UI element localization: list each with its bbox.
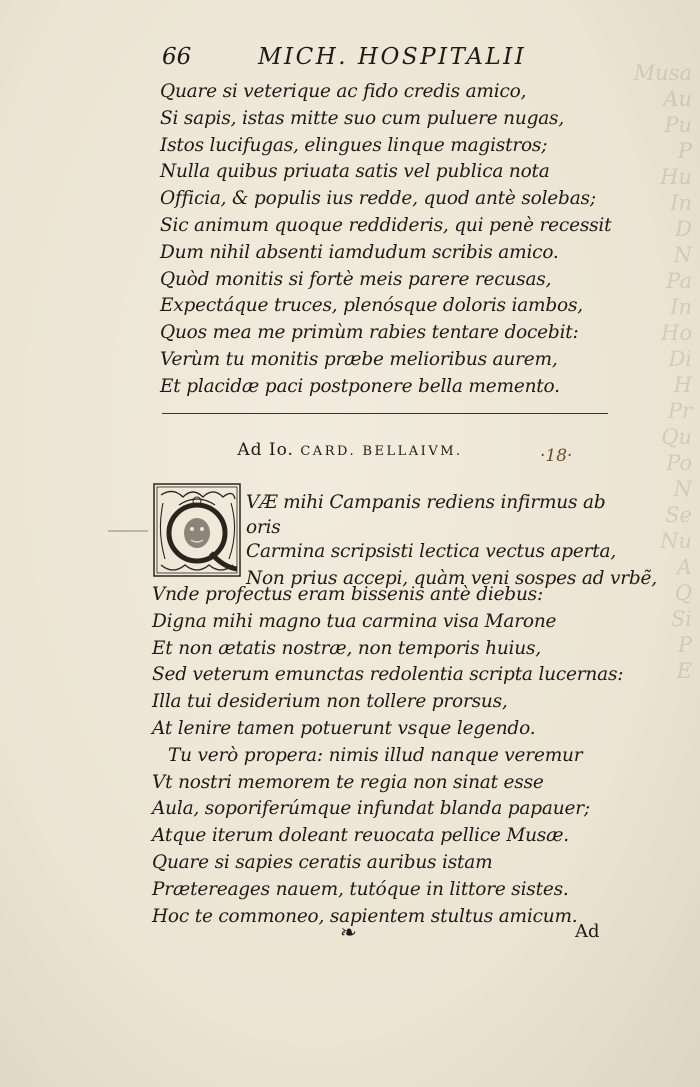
drop-cap-ornament-icon <box>153 483 241 577</box>
verse-line: Dum nihil absenti iamdudum scribis amico. <box>160 241 559 263</box>
bleed-through-text: Musa Au Pu P Hu In D N Pa In Ho Di H Pr Qu Po N Se Nu A Q Si P E <box>633 61 692 683</box>
poem-two-indented <box>246 490 657 592</box>
catchword: Ad <box>575 921 600 942</box>
section-divider <box>162 413 608 414</box>
verse-line: Hoc te commoneo, sapientem stultus amicum. <box>152 905 578 927</box>
verse-line: At lenire tamen potuerunt vsque legendo. <box>152 717 536 739</box>
verse-line: Digna mihi magno tua carmina visa Marone <box>152 610 557 632</box>
title-prefix: Ad Io. <box>237 440 294 460</box>
verse-line: Quare si veterique ac fido credis amico, <box>160 81 527 102</box>
decorated-initial <box>153 483 241 577</box>
verse-line: Illa tui desiderium non tollere prorsus, <box>152 691 508 713</box>
title-card: CARD. <box>300 444 357 459</box>
verse-line: Si sapis, istas mitte suo cum puluere nugas, <box>160 107 565 129</box>
title-name: BELLAIVM. <box>362 444 463 459</box>
verse-line: Tu verò propera: nimis illud nanque veremur <box>168 744 583 766</box>
verse-line: Et placidæ paci postponere bella memento. <box>160 375 560 397</box>
verse-line: Carmina scripsisti lectica vectus aperta, <box>246 540 617 562</box>
verse-line: Vt nostri memorem te regia non sinat esse <box>152 771 544 793</box>
verse-line: Sed veterum emunctas redolentia scripta lucernas: <box>152 664 624 686</box>
handwritten-annotation: ·18· <box>540 446 573 466</box>
verse-line: Atque iterum doleant reuocata pellice Musæ. <box>152 825 569 847</box>
margin-mark <box>108 530 148 532</box>
verse-line: Aula, soporiferúmque infundat blanda papauer; <box>152 798 590 820</box>
verse-line: VÆ mihi Campanis rediens infirmus ab <box>246 492 606 513</box>
verse-line: Sic animum quoque reddideris, qui penè recessit <box>160 214 612 236</box>
fleuron-icon: ❧ <box>340 920 357 944</box>
verse-line: Istos lucifugas, elingues linque magistros; <box>160 134 548 156</box>
verse-line: Quos mea me primùm rabies tentare docebit: <box>160 322 579 344</box>
verse-line-turnover: oris <box>246 516 281 538</box>
verse-line: Nulla quibus priuata satis vel publica nota <box>160 161 550 183</box>
poem-title <box>0 440 700 460</box>
page-header <box>162 42 612 78</box>
verse-line: Quòd monitis si fortè meis parere recusas, <box>160 268 552 290</box>
verse-line: Quare si sapies ceratis auribus istam <box>152 851 493 873</box>
poem-two <box>152 582 624 930</box>
verse-line: Vnde profectus eram bissenis antè diebus: <box>152 584 543 605</box>
poem-one <box>160 79 612 401</box>
verse-line: Expectáque truces, plenósque doloris iambos, <box>160 295 583 317</box>
page-number: 66 <box>162 44 192 70</box>
verse-line: Et non ætatis nostræ, non temporis huius, <box>152 637 541 659</box>
verse-line: Officia, & populis ius redde, quod antè solebas; <box>160 188 596 210</box>
verse-line: Prætereages nauem, tutóque in littore sistes. <box>152 878 569 900</box>
running-head: MICH. HOSPITALII <box>258 44 527 70</box>
verse-line: Non prius accepi, quàm veni sospes ad vrbẽ, <box>246 567 657 589</box>
verse-line: Verùm tu monitis præbe melioribus aurem, <box>160 348 558 370</box>
